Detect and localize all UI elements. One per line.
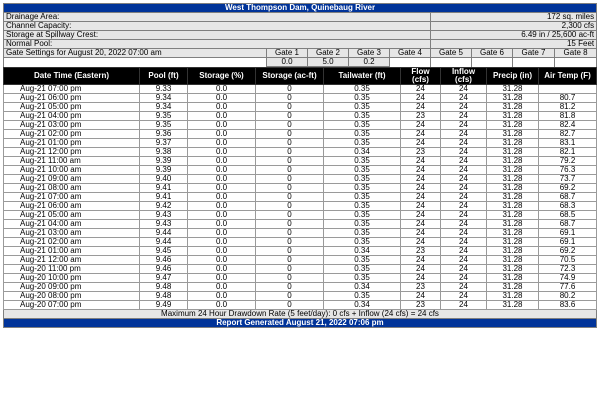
- table-cell: 0.35: [324, 193, 401, 202]
- table-cell: 0: [256, 292, 324, 301]
- gate-name: Gate 4: [390, 49, 431, 58]
- table-cell: Aug-21 03:00 pm: [4, 121, 140, 130]
- table-cell: Aug-20 07:00 pm: [4, 301, 140, 310]
- table-cell: 31.28: [487, 112, 539, 121]
- table-cell: 9.37: [140, 139, 188, 148]
- table-cell: 0.34: [324, 148, 401, 157]
- table-cell: 9.43: [140, 211, 188, 220]
- table-cell: 9.36: [140, 130, 188, 139]
- table-cell: Aug-21 06:00 am: [4, 202, 140, 211]
- dam-report: [3, 3, 596, 328]
- table-row: [4, 265, 597, 274]
- table-cell: 24: [401, 238, 441, 247]
- table-cell: 9.44: [140, 238, 188, 247]
- table-cell: 9.41: [140, 184, 188, 193]
- table-cell: 0.35: [324, 202, 401, 211]
- table-cell: Aug-20 08:00 pm: [4, 292, 140, 301]
- info-row: [4, 31, 597, 40]
- table-cell: 24: [441, 148, 487, 157]
- table-cell: 68.7: [539, 193, 597, 202]
- table-cell: 0: [256, 256, 324, 265]
- table-cell: 0.35: [324, 292, 401, 301]
- table-cell: 24: [401, 157, 441, 166]
- gate-value: [472, 58, 513, 67]
- gate-value: [431, 58, 472, 67]
- table-cell: 31.28: [487, 292, 539, 301]
- table-row: [4, 148, 597, 157]
- table-cell: 31.28: [487, 247, 539, 256]
- column-header: Pool (ft): [140, 68, 188, 85]
- table-cell: 24: [441, 85, 487, 94]
- table-cell: 0.35: [324, 103, 401, 112]
- table-cell: 0.35: [324, 175, 401, 184]
- table-cell: 68.3: [539, 202, 597, 211]
- table-cell: 9.44: [140, 229, 188, 238]
- table-cell: 24: [441, 247, 487, 256]
- table-cell: Aug-21 12:00 am: [4, 256, 140, 265]
- table-cell: Aug-21 08:00 am: [4, 184, 140, 193]
- table-cell: Aug-21 02:00 am: [4, 238, 140, 247]
- table-cell: 24: [401, 94, 441, 103]
- table-row: [4, 85, 597, 94]
- table-cell: Aug-21 07:00 am: [4, 193, 140, 202]
- table-cell: 31.28: [487, 202, 539, 211]
- table-cell: 0: [256, 85, 324, 94]
- table-row: [4, 247, 597, 256]
- gate-value: [513, 58, 555, 67]
- table-cell: 24: [401, 202, 441, 211]
- table-cell: 0: [256, 130, 324, 139]
- drawdown-note: Maximum 24 Hour Drawdown Rate (5 feet/day): 0 cfs + Inflow (24 cfs) = 24 cfs: [4, 310, 597, 319]
- table-cell: 0.35: [324, 121, 401, 130]
- table-cell: 31.28: [487, 184, 539, 193]
- table-row: [4, 283, 597, 292]
- table-row: [4, 166, 597, 175]
- table-cell: 69.1: [539, 238, 597, 247]
- table-cell: 9.46: [140, 256, 188, 265]
- table-cell: 83.6: [539, 301, 597, 310]
- table-cell: 31.28: [487, 220, 539, 229]
- table-cell: 0.0: [188, 130, 256, 139]
- table-cell: 82.1: [539, 148, 597, 157]
- table-cell: Aug-21 04:00 pm: [4, 112, 140, 121]
- table-cell: 0.0: [188, 247, 256, 256]
- table-cell: 0: [256, 265, 324, 274]
- table-cell: 80.2: [539, 292, 597, 301]
- column-header: Tailwater (ft): [324, 68, 401, 85]
- table-cell: 0.0: [188, 265, 256, 274]
- table-cell: 31.28: [487, 94, 539, 103]
- table-cell: Aug-21 11:00 am: [4, 157, 140, 166]
- info-label: Channel Capacity:: [4, 22, 431, 31]
- table-cell: 31.28: [487, 301, 539, 310]
- table-cell: 24: [441, 229, 487, 238]
- table-cell: 31.28: [487, 256, 539, 265]
- table-cell: 0: [256, 247, 324, 256]
- report-title: West Thompson Dam, Quinebaug River: [4, 4, 597, 13]
- table-cell: 9.46: [140, 265, 188, 274]
- table-cell: 82.4: [539, 121, 597, 130]
- table-cell: 9.35: [140, 121, 188, 130]
- gate-values-spacer: [4, 58, 267, 67]
- table-cell: 24: [401, 193, 441, 202]
- table-cell: 0.0: [188, 274, 256, 283]
- table-row: [4, 202, 597, 211]
- table-cell: 24: [441, 184, 487, 193]
- table-cell: 31.28: [487, 139, 539, 148]
- table-cell: 9.41: [140, 193, 188, 202]
- table-cell: 24: [441, 175, 487, 184]
- table-cell: 0.0: [188, 211, 256, 220]
- table-cell: 31.28: [487, 238, 539, 247]
- info-label: Storage at Spillway Crest:: [4, 31, 431, 40]
- table-cell: 81.8: [539, 112, 597, 121]
- table-cell: 0: [256, 301, 324, 310]
- column-header: Storage (%): [188, 68, 256, 85]
- table-row: [4, 229, 597, 238]
- table-cell: 24: [401, 211, 441, 220]
- table-cell: 70.5: [539, 256, 597, 265]
- table-cell: 24: [441, 103, 487, 112]
- table-cell: 24: [401, 121, 441, 130]
- table-cell: Aug-21 09:00 am: [4, 175, 140, 184]
- table-cell: 69.2: [539, 247, 597, 256]
- column-header: Air Temp (F): [539, 68, 597, 85]
- gate-value: 5.0: [308, 58, 349, 67]
- table-cell: 0.0: [188, 193, 256, 202]
- table-row: [4, 103, 597, 112]
- table-cell: Aug-21 04:00 am: [4, 220, 140, 229]
- table-cell: 0.35: [324, 139, 401, 148]
- table-cell: 24: [401, 139, 441, 148]
- table-cell: 0: [256, 211, 324, 220]
- table-cell: 31.28: [487, 148, 539, 157]
- table-cell: 24: [401, 103, 441, 112]
- table-cell: 83.1: [539, 139, 597, 148]
- table-cell: 9.38: [140, 148, 188, 157]
- gate-values-row: [4, 58, 597, 67]
- table-cell: 9.48: [140, 292, 188, 301]
- table-cell: 9.39: [140, 157, 188, 166]
- table-cell: 24: [401, 229, 441, 238]
- table-cell: 0.0: [188, 301, 256, 310]
- table-cell: 31.28: [487, 103, 539, 112]
- table-row: [4, 274, 597, 283]
- table-row: [4, 292, 597, 301]
- table-cell: 0.0: [188, 157, 256, 166]
- table-cell: 0.35: [324, 85, 401, 94]
- table-cell: 9.49: [140, 301, 188, 310]
- table-row: [4, 301, 597, 310]
- table-cell: 31.28: [487, 193, 539, 202]
- column-header: Inflow (cfs): [441, 68, 487, 85]
- table-cell: 0.0: [188, 121, 256, 130]
- table-cell: 31.28: [487, 265, 539, 274]
- column-header-row: [4, 68, 597, 85]
- table-cell: 24: [441, 139, 487, 148]
- table-cell: 0.35: [324, 274, 401, 283]
- table-cell: [539, 85, 597, 94]
- table-cell: 74.9: [539, 274, 597, 283]
- table-cell: 0: [256, 112, 324, 121]
- table-cell: 0: [256, 193, 324, 202]
- table-cell: 0.0: [188, 175, 256, 184]
- info-value: 172 sq. miles: [431, 13, 597, 22]
- table-cell: 0.35: [324, 157, 401, 166]
- report-generated: Report Generated August 21, 2022 07:06 pm: [4, 319, 597, 328]
- table-cell: 24: [441, 292, 487, 301]
- table-cell: 0: [256, 94, 324, 103]
- table-cell: 24: [441, 274, 487, 283]
- table-cell: 24: [401, 265, 441, 274]
- gate-names-row: [4, 49, 597, 58]
- readings-table: [3, 67, 597, 328]
- column-header: Storage (ac-ft): [256, 68, 324, 85]
- table-cell: 76.3: [539, 166, 597, 175]
- table-cell: 31.28: [487, 274, 539, 283]
- table-cell: 24: [441, 157, 487, 166]
- column-header: Date Time (Eastern): [4, 68, 140, 85]
- gate-name: Gate 5: [431, 49, 472, 58]
- table-cell: 24: [401, 256, 441, 265]
- table-cell: 0: [256, 148, 324, 157]
- table-cell: 9.34: [140, 94, 188, 103]
- table-cell: 9.35: [140, 112, 188, 121]
- table-cell: 24: [441, 283, 487, 292]
- table-cell: 0: [256, 220, 324, 229]
- column-header: Flow (cfs): [401, 68, 441, 85]
- table-cell: 0: [256, 121, 324, 130]
- report-header-table: [3, 3, 597, 67]
- info-row: [4, 40, 597, 49]
- table-row: [4, 220, 597, 229]
- table-cell: 0.0: [188, 220, 256, 229]
- table-cell: 0.35: [324, 166, 401, 175]
- table-row: [4, 112, 597, 121]
- table-cell: 24: [441, 94, 487, 103]
- table-cell: 72.3: [539, 265, 597, 274]
- table-cell: 0.35: [324, 265, 401, 274]
- table-cell: Aug-21 01:00 pm: [4, 139, 140, 148]
- table-cell: 31.28: [487, 121, 539, 130]
- table-cell: 31.28: [487, 175, 539, 184]
- table-cell: 0: [256, 184, 324, 193]
- table-cell: 73.7: [539, 175, 597, 184]
- table-cell: Aug-21 12:00 pm: [4, 148, 140, 157]
- table-cell: 31.28: [487, 130, 539, 139]
- table-cell: 23: [401, 301, 441, 310]
- gate-value: [390, 58, 431, 67]
- table-cell: 0: [256, 166, 324, 175]
- info-label: Drainage Area:: [4, 13, 431, 22]
- table-cell: 9.40: [140, 175, 188, 184]
- info-row: [4, 13, 597, 22]
- info-row: [4, 22, 597, 31]
- table-cell: Aug-21 06:00 pm: [4, 94, 140, 103]
- table-row: [4, 94, 597, 103]
- table-cell: 24: [441, 202, 487, 211]
- table-cell: 0.0: [188, 229, 256, 238]
- table-cell: 24: [441, 112, 487, 121]
- table-cell: 77.6: [539, 283, 597, 292]
- table-row: [4, 175, 597, 184]
- table-cell: 23: [401, 283, 441, 292]
- table-cell: 68.5: [539, 211, 597, 220]
- table-cell: 24: [401, 184, 441, 193]
- table-cell: 0.35: [324, 211, 401, 220]
- table-cell: 0.0: [188, 166, 256, 175]
- table-cell: Aug-21 07:00 pm: [4, 85, 140, 94]
- table-cell: 0.35: [324, 112, 401, 121]
- table-cell: 9.33: [140, 85, 188, 94]
- table-cell: 0: [256, 175, 324, 184]
- table-cell: 0.0: [188, 94, 256, 103]
- info-value: 6.49 in / 25,600 ac-ft: [431, 31, 597, 40]
- table-cell: 0: [256, 274, 324, 283]
- table-cell: Aug-21 05:00 am: [4, 211, 140, 220]
- table-cell: 23: [401, 112, 441, 121]
- table-cell: 24: [441, 166, 487, 175]
- table-cell: 80.7: [539, 94, 597, 103]
- table-cell: 9.34: [140, 103, 188, 112]
- table-cell: 0.0: [188, 148, 256, 157]
- table-row: [4, 238, 597, 247]
- table-cell: 9.48: [140, 283, 188, 292]
- table-cell: 9.39: [140, 166, 188, 175]
- table-cell: 23: [401, 247, 441, 256]
- info-label: Normal Pool:: [4, 40, 431, 49]
- table-cell: 0.35: [324, 229, 401, 238]
- table-cell: 23: [401, 148, 441, 157]
- table-cell: 31.28: [487, 85, 539, 94]
- table-cell: 0.0: [188, 238, 256, 247]
- table-cell: 0: [256, 103, 324, 112]
- table-row: [4, 139, 597, 148]
- table-cell: Aug-21 01:00 am: [4, 247, 140, 256]
- gate-name: Gate 3: [349, 49, 390, 58]
- gate-name: Gate 7: [513, 49, 555, 58]
- table-cell: 24: [441, 256, 487, 265]
- table-cell: Aug-21 05:00 pm: [4, 103, 140, 112]
- table-cell: 24: [401, 166, 441, 175]
- table-cell: 81.2: [539, 103, 597, 112]
- table-cell: 24: [401, 130, 441, 139]
- gate-name: Gate 2: [308, 49, 349, 58]
- table-cell: Aug-21 10:00 am: [4, 166, 140, 175]
- table-row: [4, 193, 597, 202]
- gate-name: Gate 6: [472, 49, 513, 58]
- table-cell: 31.28: [487, 157, 539, 166]
- table-cell: 24: [441, 265, 487, 274]
- table-cell: 0.34: [324, 301, 401, 310]
- table-cell: 24: [441, 193, 487, 202]
- gate-name: Gate 8: [555, 49, 597, 58]
- table-row: [4, 211, 597, 220]
- table-cell: 24: [401, 292, 441, 301]
- gate-value: 0.0: [267, 58, 308, 67]
- table-cell: 69.1: [539, 229, 597, 238]
- table-cell: 69.2: [539, 184, 597, 193]
- table-cell: 0.0: [188, 85, 256, 94]
- table-cell: Aug-20 09:00 pm: [4, 283, 140, 292]
- table-cell: 0.0: [188, 283, 256, 292]
- table-cell: 79.2: [539, 157, 597, 166]
- table-cell: 24: [441, 130, 487, 139]
- table-cell: 0.35: [324, 130, 401, 139]
- table-row: [4, 184, 597, 193]
- table-cell: 0: [256, 139, 324, 148]
- table-cell: 82.7: [539, 130, 597, 139]
- gate-value: [555, 58, 597, 67]
- table-cell: 31.28: [487, 166, 539, 175]
- table-cell: 0.0: [188, 139, 256, 148]
- table-cell: Aug-20 11:00 pm: [4, 265, 140, 274]
- table-cell: 24: [441, 121, 487, 130]
- table-cell: Aug-21 03:00 am: [4, 229, 140, 238]
- gate-settings-label: Gate Settings for August 20, 2022 07:00 am: [4, 49, 267, 58]
- table-cell: 0.0: [188, 292, 256, 301]
- table-cell: 0.34: [324, 283, 401, 292]
- table-cell: 24: [401, 220, 441, 229]
- table-cell: Aug-21 02:00 pm: [4, 130, 140, 139]
- table-cell: 9.43: [140, 220, 188, 229]
- table-cell: 24: [401, 85, 441, 94]
- table-cell: 0.35: [324, 238, 401, 247]
- table-cell: 0.35: [324, 184, 401, 193]
- info-value: 15 Feet: [431, 40, 597, 49]
- table-cell: 31.28: [487, 211, 539, 220]
- table-row: [4, 256, 597, 265]
- table-cell: 24: [441, 301, 487, 310]
- table-cell: 0.0: [188, 256, 256, 265]
- table-cell: 9.42: [140, 202, 188, 211]
- table-row: [4, 130, 597, 139]
- table-cell: 9.47: [140, 274, 188, 283]
- table-cell: 0.34: [324, 247, 401, 256]
- table-cell: 0: [256, 238, 324, 247]
- table-cell: 31.28: [487, 229, 539, 238]
- table-row: [4, 121, 597, 130]
- table-cell: 0: [256, 229, 324, 238]
- table-cell: 24: [401, 274, 441, 283]
- table-cell: 0: [256, 157, 324, 166]
- table-cell: 9.45: [140, 247, 188, 256]
- table-cell: 0.35: [324, 256, 401, 265]
- table-cell: 0: [256, 202, 324, 211]
- column-header: Precip (in): [487, 68, 539, 85]
- table-cell: 0.0: [188, 184, 256, 193]
- table-cell: 0: [256, 283, 324, 292]
- table-cell: Aug-20 10:00 pm: [4, 274, 140, 283]
- table-cell: 0.35: [324, 220, 401, 229]
- table-row: [4, 157, 597, 166]
- gate-name: Gate 1: [267, 49, 308, 58]
- table-cell: 0.35: [324, 94, 401, 103]
- table-cell: 0.0: [188, 103, 256, 112]
- table-cell: 24: [441, 211, 487, 220]
- info-value: 2,300 cfs: [431, 22, 597, 31]
- table-cell: 24: [441, 238, 487, 247]
- gate-value: 0.2: [349, 58, 390, 67]
- table-cell: 0.0: [188, 202, 256, 211]
- table-cell: 31.28: [487, 283, 539, 292]
- table-cell: 0.0: [188, 112, 256, 121]
- table-cell: 68.7: [539, 220, 597, 229]
- table-cell: 24: [441, 220, 487, 229]
- table-cell: 24: [401, 175, 441, 184]
